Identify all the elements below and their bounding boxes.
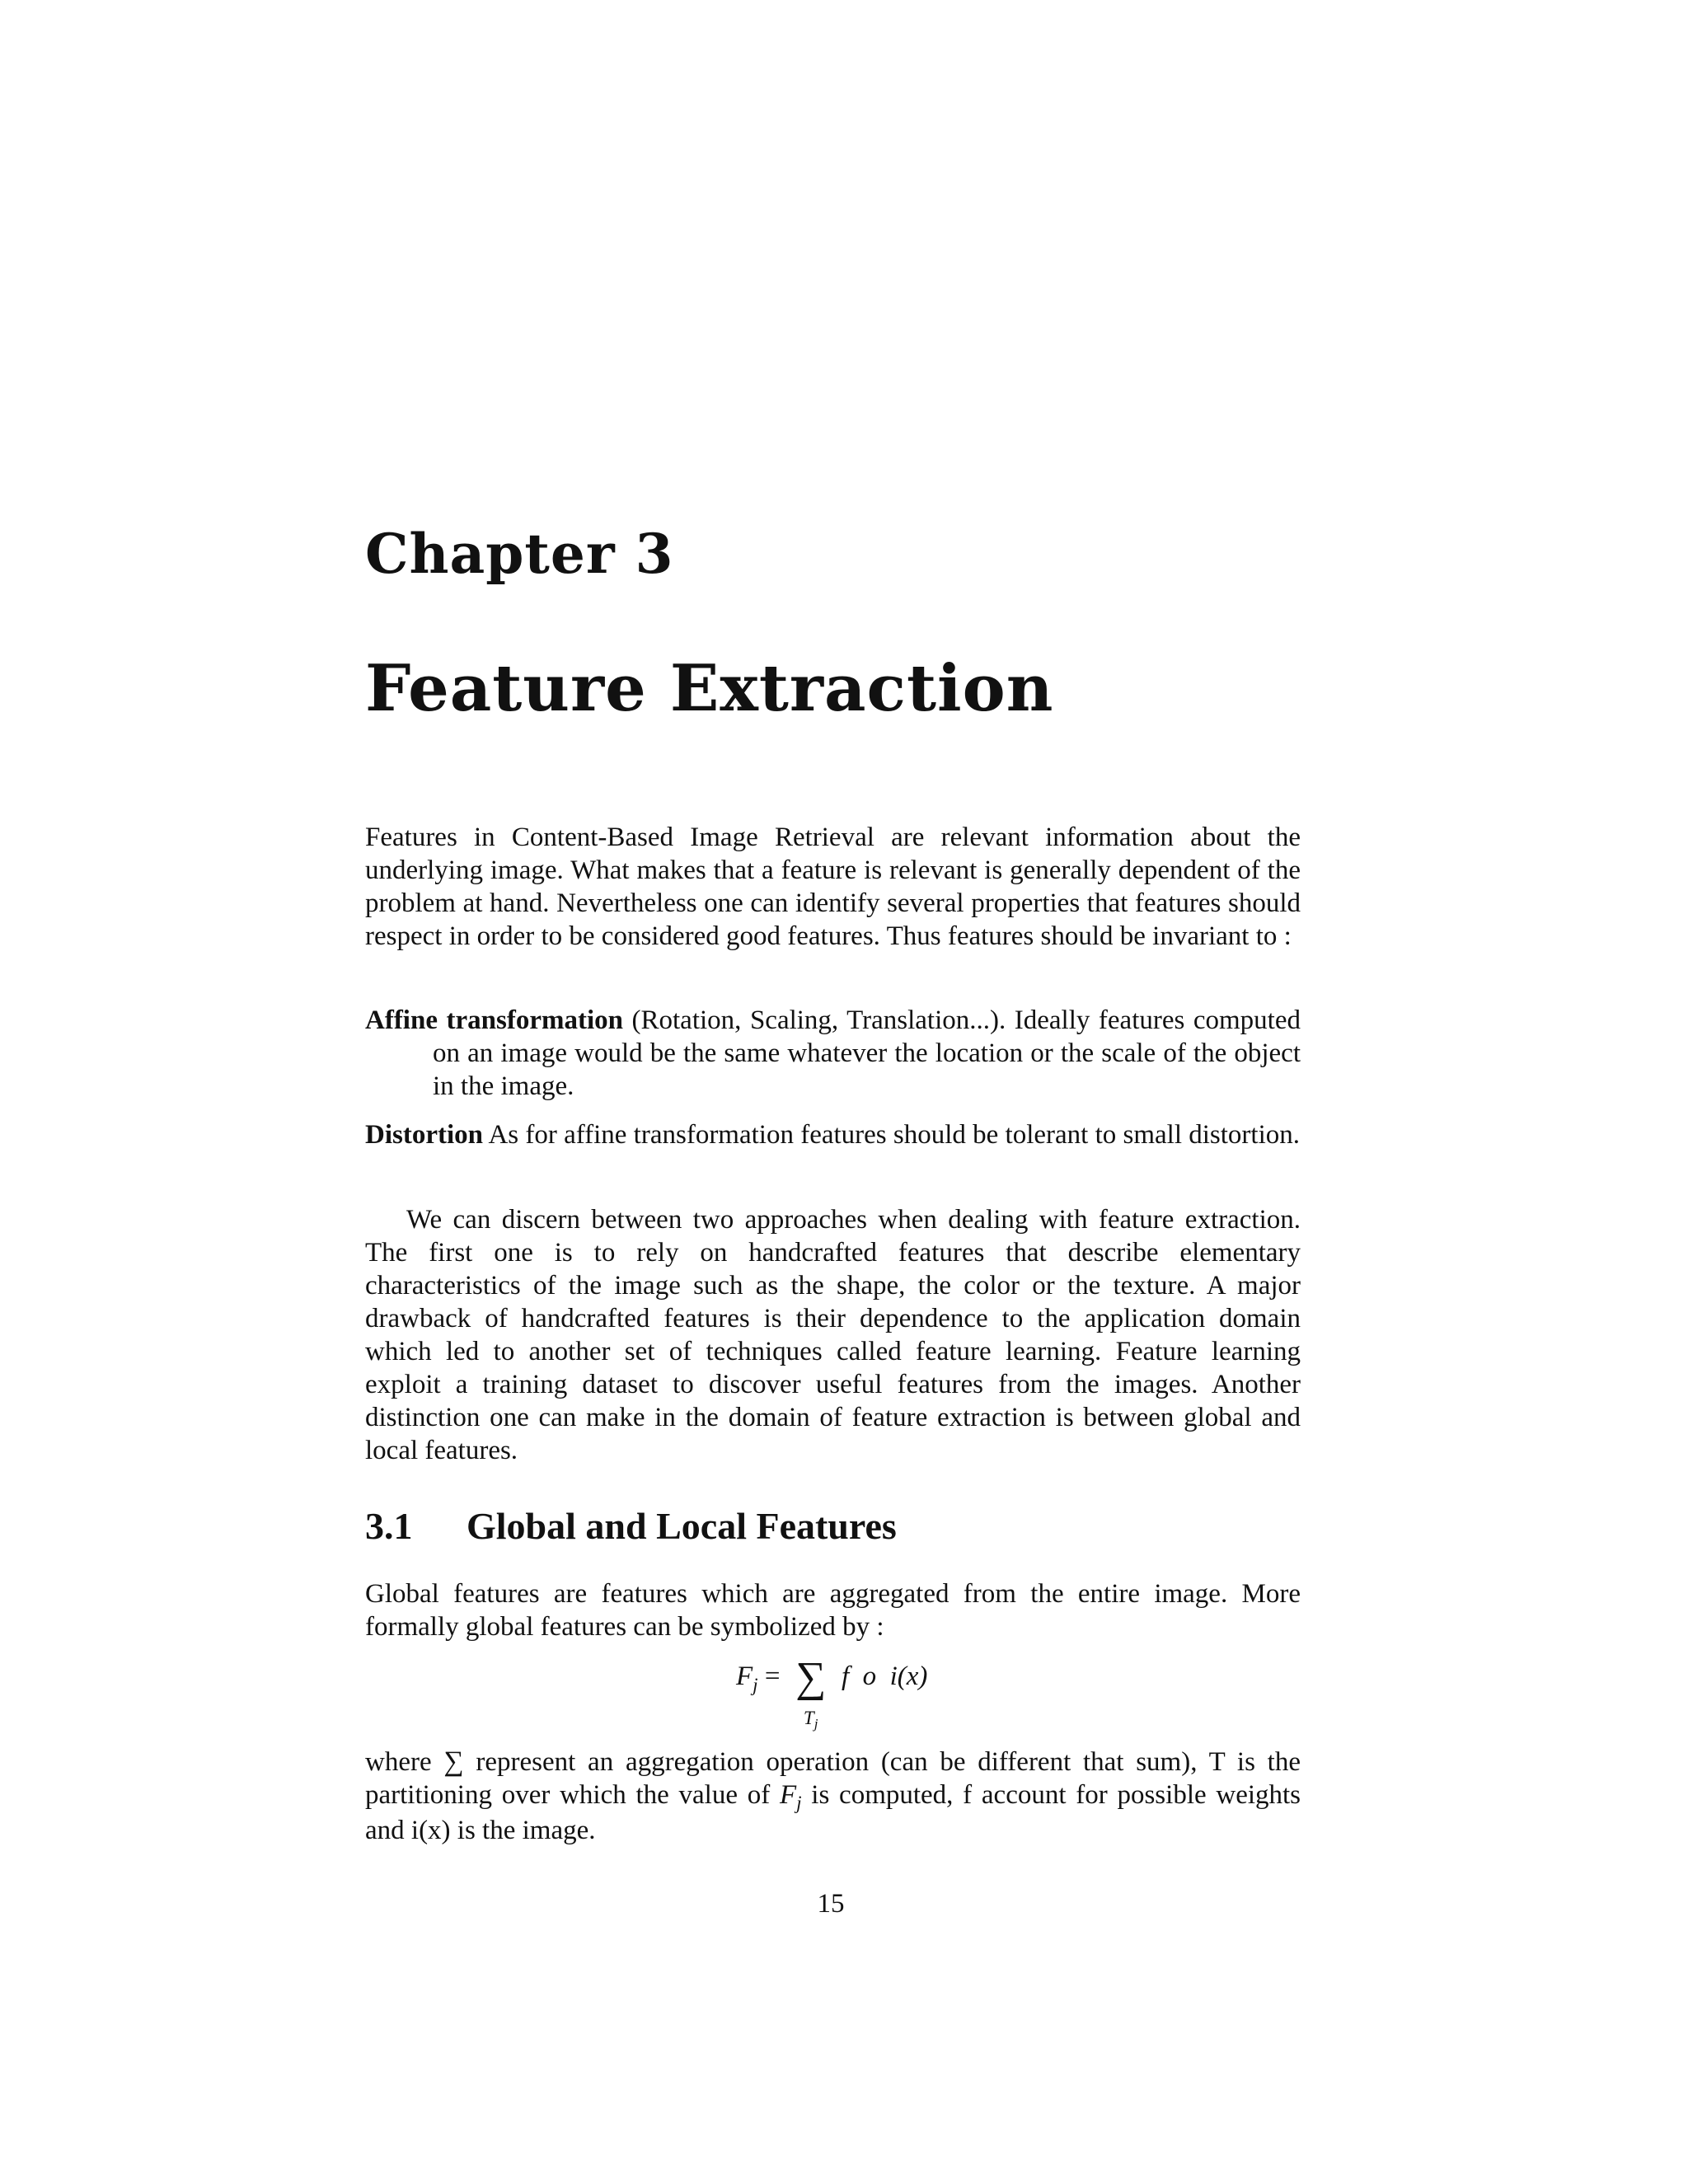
sigma-symbol: ∑ — [795, 1654, 827, 1701]
inline-var-sub: j — [796, 1793, 802, 1813]
approaches-block — [365, 1203, 1301, 1467]
section-intro-block — [365, 1577, 1301, 1643]
invariance-list — [365, 1004, 1301, 1167]
inline-sigma-symbol: ∑ — [443, 1746, 464, 1777]
section-number: 3.1 — [365, 1505, 413, 1547]
summation-operator — [790, 1654, 832, 1732]
equation-rhs: f o i(x) — [841, 1661, 928, 1691]
invariance-term: Affine transformation — [365, 1005, 623, 1035]
invariance-description: As for affine transformation features should be tolerant to small distortion. — [488, 1120, 1301, 1150]
intro-block — [365, 821, 1301, 953]
section-heading — [365, 1503, 897, 1549]
invariance-item-distortion — [365, 1118, 1301, 1151]
explanation-after-var: is computed, f account for possible weights and i(x) is the image. — [365, 1780, 1301, 1845]
explanation-after-sigma: represent an aggregation operation (can be different that sum), T is the partitioning over which the value of — [365, 1747, 1301, 1810]
lower-limit-sub: j — [814, 1716, 818, 1732]
invariance-term: Distortion — [365, 1120, 483, 1150]
explanation-before-sigma: where — [365, 1747, 432, 1777]
section-title: Global and Local Features — [467, 1505, 897, 1547]
equation-equals: = — [764, 1661, 781, 1691]
approaches-paragraph: We can discern between two approaches when dealing with feature extraction. The first one is to rely on handcrafted features that describe elementary characteristics of the image such as the shape, the color or the texture. A major drawback of handcrafted features is their dependence to the application domain which led to another set of techniques called feature learning. Feature learning exploit a training dataset to discover useful features from the images. Another distinction one can make in the domain of feature extraction is between global and local features. — [365, 1205, 1301, 1465]
invariance-description: (Rotation, Scaling, Translation...). Ideally features computed on an image would be the same whatever the location or the scale of the object in the image. — [433, 1005, 1301, 1101]
section-paragraph: Global features are features which are aggregated from the entire image. More formally global features can be symbolized by : — [365, 1579, 1301, 1642]
equation-lhs-var: F — [736, 1661, 753, 1691]
inline-var: F — [779, 1780, 797, 1810]
page-number: 15 — [817, 1889, 845, 1919]
chapter-label: Chapter 3 — [365, 522, 674, 586]
equation-lhs-sub: j — [753, 1675, 758, 1695]
explanation-block — [365, 1746, 1301, 1847]
summation-lower-limit — [790, 1708, 832, 1732]
invariance-item-affine — [365, 1004, 1301, 1103]
display-equation — [365, 1655, 1301, 1746]
intro-paragraph: Features in Content-Based Image Retrieval are relevant information about the underlying image. What makes that a feature is relevant is generally dependent of the problem at hand. Nevertheless one can identify several properties that features should respect in order to be considered good features. Thus features should be invariant to : — [365, 823, 1301, 951]
lower-limit-var: T — [803, 1708, 814, 1728]
chapter-title: Feature Extraction — [365, 651, 1054, 726]
equation-content — [736, 1654, 928, 1732]
explanation-paragraph — [365, 1746, 1301, 1847]
